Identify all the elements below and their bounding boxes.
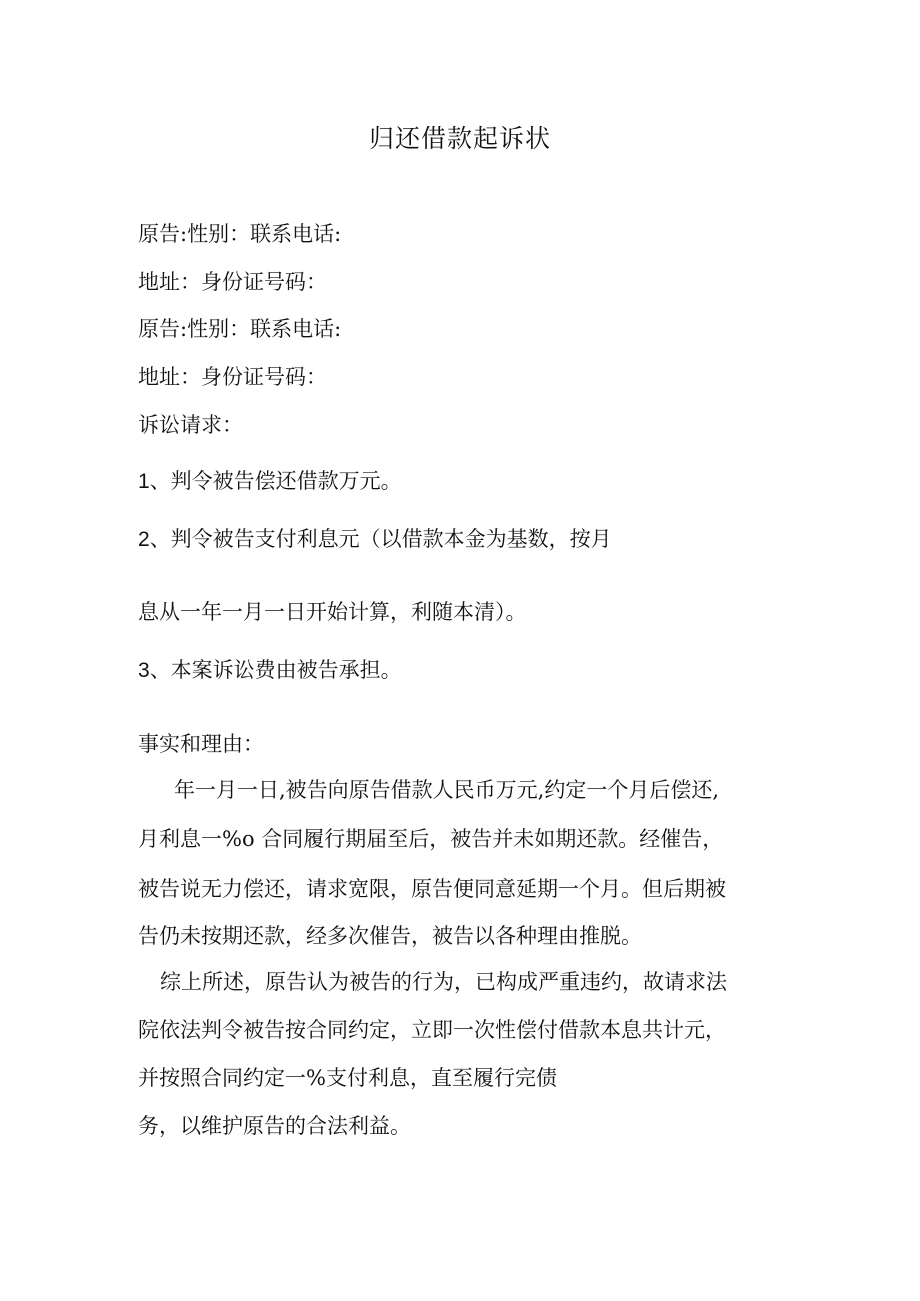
summary-paragraph-line: 院依法判令被告按合同约定，立即一次性偿付借款本息共计元， (138, 1018, 726, 1042)
summary-paragraph-line: 综上所述，原告认为被告的行为，已构成严重违约，故请求法 (160, 970, 727, 994)
claim-text: 、判令被告偿还借款万元。 (149, 469, 402, 493)
facts-heading: 事实和理由： (138, 732, 264, 756)
document-title: 归还借款起诉状 (368, 124, 551, 153)
plaintiff-info-line: 原告:性别：联系电话: (138, 222, 342, 246)
claim-text: 、判令被告支付利息元（以借款本金为基数，按月 (149, 527, 612, 551)
claims-heading: 诉讼请求： (138, 413, 243, 437)
claim-item (138, 466, 402, 497)
claim-number: 3 (138, 659, 150, 682)
facts-paragraph-line: 被告说无力偿还，请求宽限，原告便同意延期一个月。但后期被 (138, 877, 726, 901)
plaintiff-address-line: 地址：身份证号码： (138, 270, 327, 294)
facts-paragraph-line: 月利息一%o 合同履行期届至后，被告并未如期还款。经催告， (138, 827, 724, 851)
claim-text: 、本案诉讼费由被告承担。 (149, 658, 402, 682)
facts-paragraph-line: 年一月一日,被告向原告借款人民币万元,约定一个月后偿还, (174, 778, 720, 802)
summary-paragraph-line: 并按照合同约定一%支付利息，直至履行完债 (138, 1066, 557, 1090)
second-party-info-line: 原告:性别：联系电话: (138, 317, 342, 341)
claim-number: 2 (138, 528, 150, 551)
summary-paragraph-line: 务，以维护原告的合法利益。 (138, 1114, 411, 1138)
claim-item (138, 524, 612, 555)
claim-item (138, 655, 402, 686)
claim-text: 息从一年一月一日开始计算，利随本清）。 (138, 600, 527, 624)
claim-item-continuation (138, 597, 527, 627)
facts-paragraph-line: 告仍未按期还款，经多次催告，被告以各种理由推脱。 (138, 924, 642, 948)
second-party-address-line: 地址：身份证号码： (138, 365, 327, 389)
claim-number: 1 (138, 470, 150, 493)
